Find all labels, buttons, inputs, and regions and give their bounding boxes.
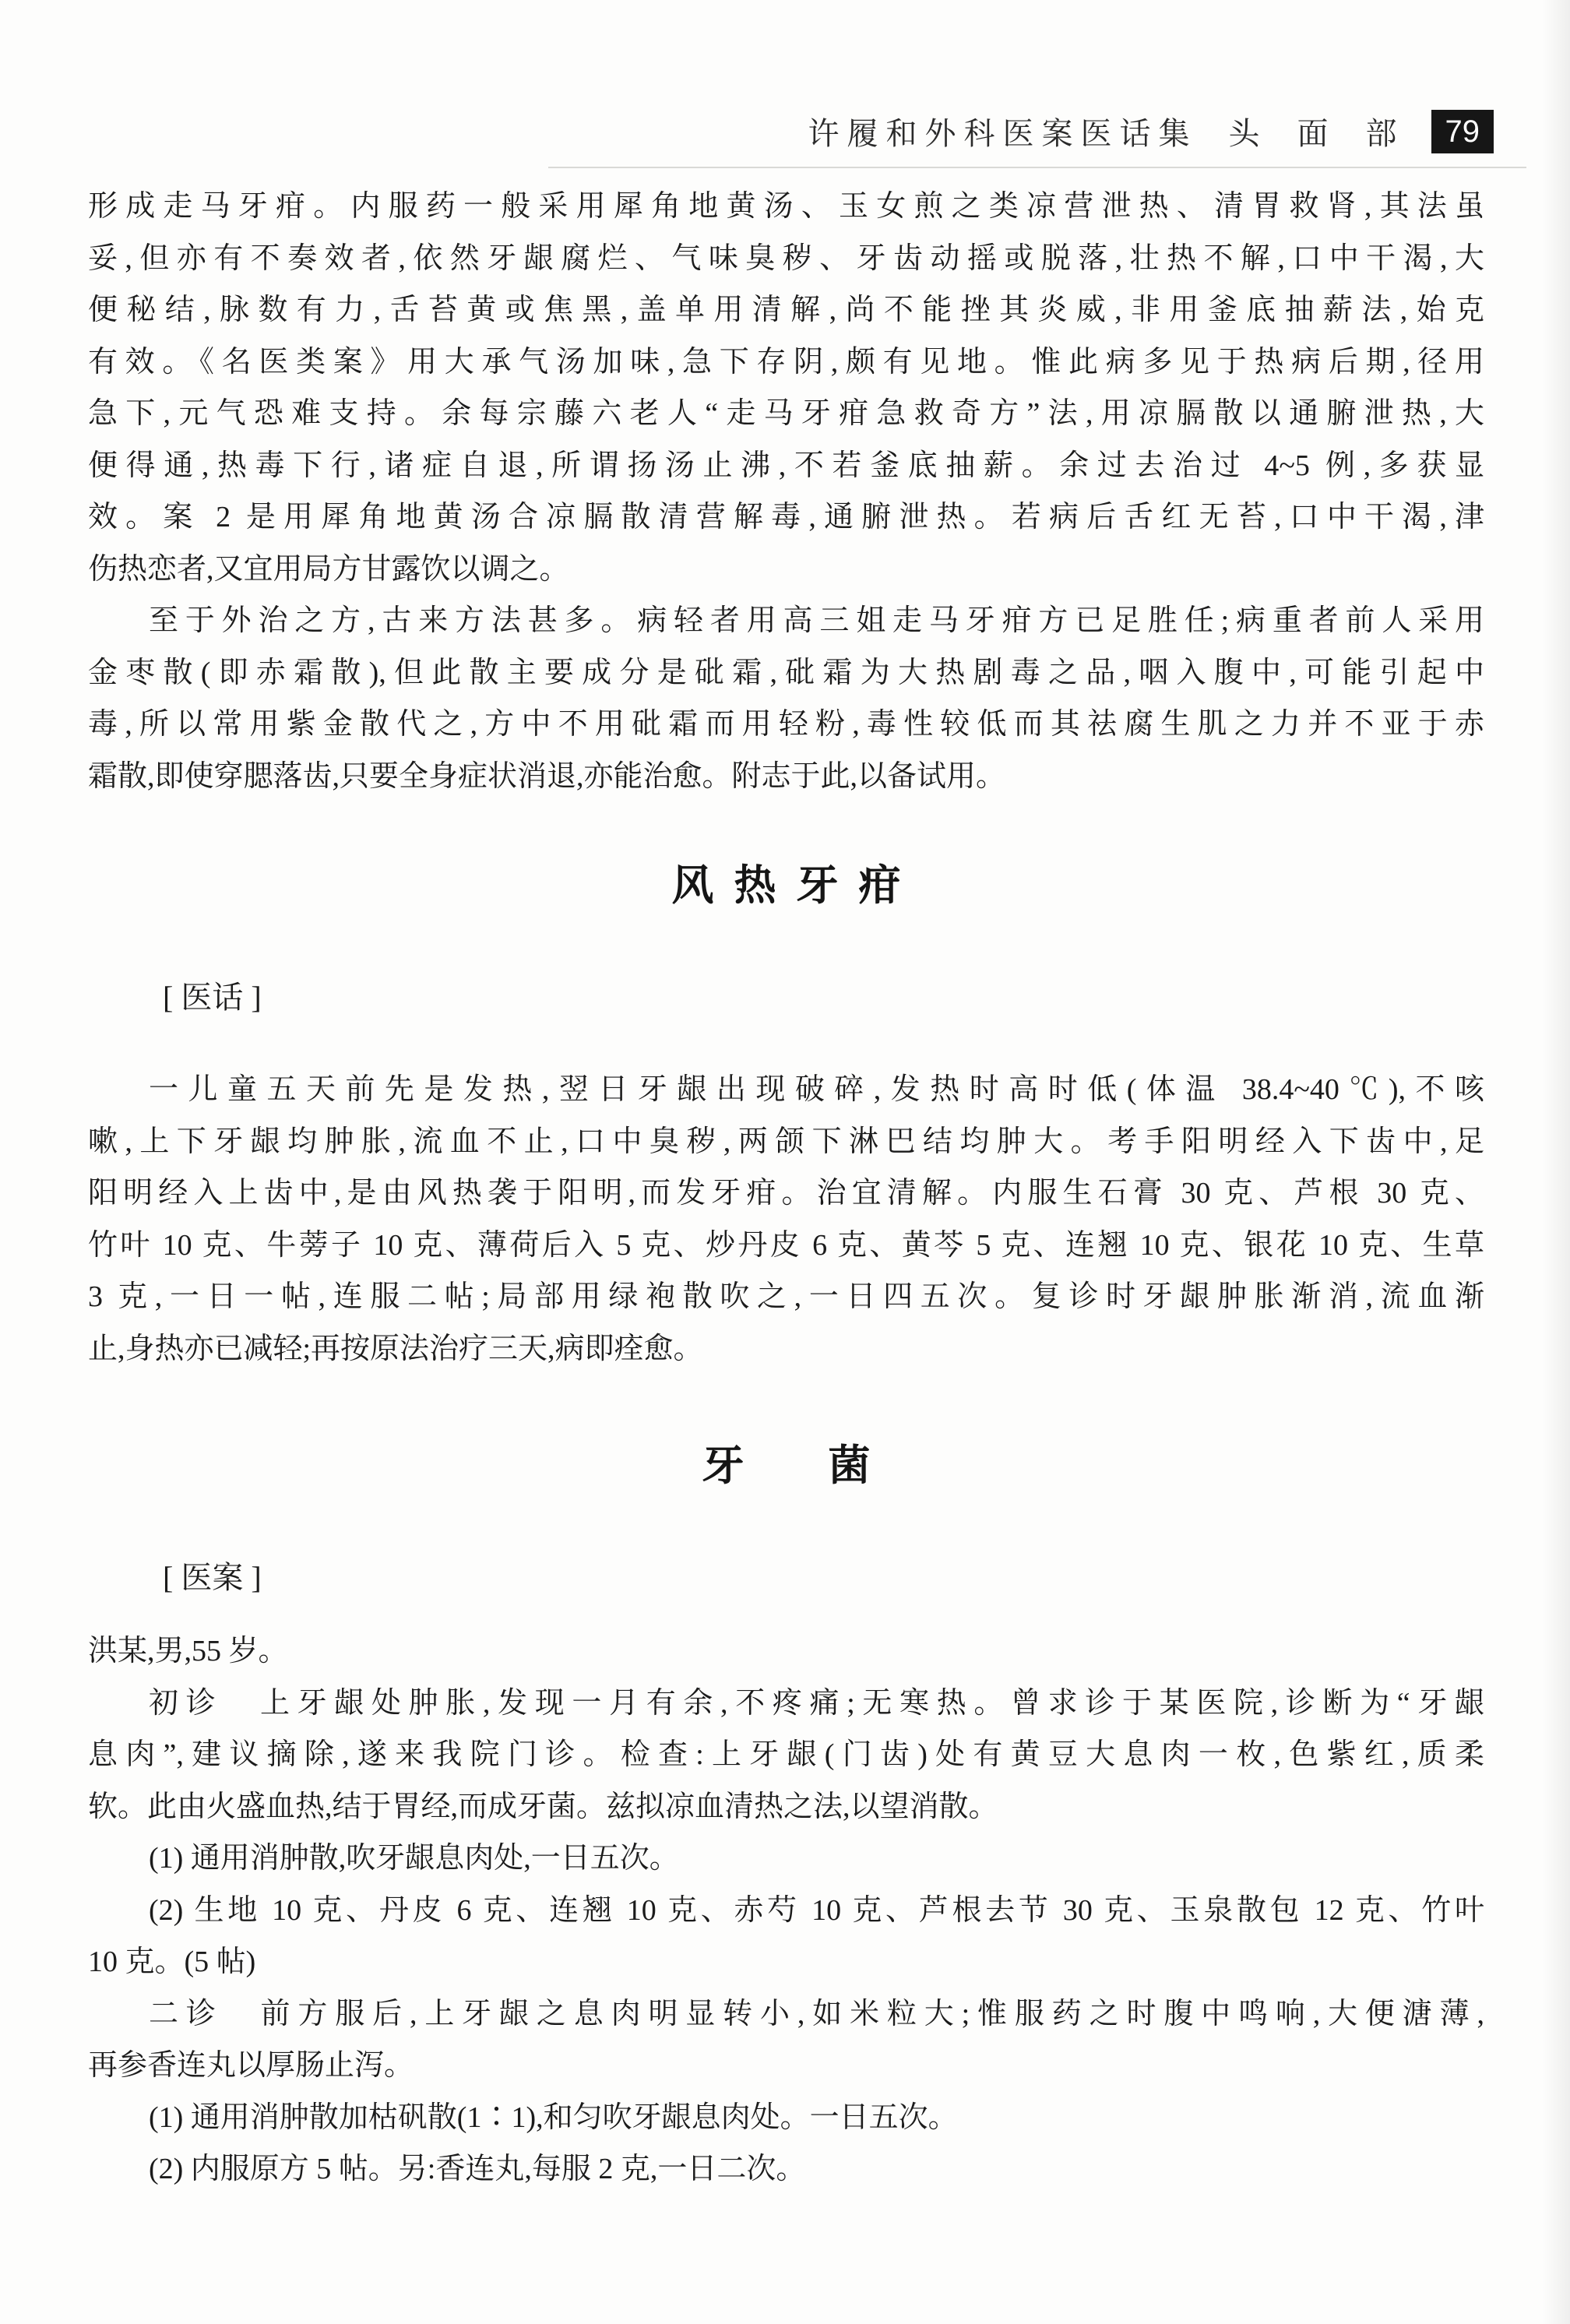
text-line: 有效。《名医类案》用大承气汤加味,急下存阴,颇有见地。惟此病多见于热病后期,径用 bbox=[88, 345, 1484, 379]
text-line: 初诊 上牙龈处肿胀,发现一月有余,不疼痛;无寒热。曾求诊于某医院,诊断为“牙龈 bbox=[149, 1686, 1484, 1720]
text-line: 止,身热亦已减轻;再按原法治疗三天,病即痊愈。 bbox=[88, 1332, 703, 1365]
prescription-line: (2) 内服原方 5 帖。另:香连丸,每服 2 克,一日二次。 bbox=[149, 2153, 806, 2185]
text-line: 便秘结,脉数有力,舌苔黄或焦黑,盖单用清解,尚不能挫其炎威,非用釜底抽薪法,始克 bbox=[88, 294, 1484, 326]
text-line: 息肉”,建议摘除,遂来我院门诊。检查:上牙龈(门齿)处有黄豆大息肉一枚,色紫红,质柔 bbox=[88, 1738, 1484, 1771]
text-line: 一儿童五天前先是发热,翌日牙龈出现破碎,发热时高时低(体温 38.4~40℃),不咳 bbox=[149, 1073, 1484, 1106]
prescription-line: (1) 通用消肿散,吹牙龈息肉处,一日五次。 bbox=[149, 1842, 679, 1875]
subsection-label-yihua: [ 医话 ] bbox=[163, 980, 262, 1015]
text-line: 二诊 前方服后,上牙龈之息肉明显转小,如米粒大;惟服药之时腹中鸣响,大便溏薄, bbox=[149, 1997, 1484, 2030]
text-line: 金枣散(即赤霜散),但此散主要成分是砒霜,砒霜为大热剧毒之品,咽入腹中,可能引起中 bbox=[88, 656, 1484, 689]
prescription-line: (2) 生地 10 克、丹皮 6 克、连翘 10 克、赤芍 10 克、芦根去节 30 克、玉泉散包 12 克、竹叶 bbox=[149, 1893, 1484, 1927]
page-body bbox=[88, 181, 1484, 2195]
text-line: 便得通,热毒下行,诸症自退,所谓扬汤止沸,不若釜底抽薪。余过去治过 4~5 例,多获显 bbox=[88, 449, 1484, 482]
text-line: 3 克,一日一帖,连服二帖;局部用绿袍散吹之,一日四五次。复诊时牙龈肿胀渐消,流血渐 bbox=[88, 1280, 1484, 1313]
prescription-line: 10 克。(5 帖) bbox=[88, 1945, 256, 1978]
subsection-label-yian: [ 医案 ] bbox=[163, 1560, 262, 1595]
text-line: 至于外治之方,古来方法甚多。病轻者用高三姐走马牙疳方已足胜任;病重者前人采用 bbox=[149, 604, 1484, 637]
text-line: 嗽,上下牙龈均肿胀,流血不止,口中臭秽,两颌下淋巴结均肿大。考手阳明经入下齿中,足 bbox=[88, 1125, 1484, 1158]
text-line: 软。此由火盛血热,结于胃经,而成牙菌。兹拟凉血清热之法,以望消散。 bbox=[88, 1790, 998, 1823]
running-head-section: 头 面 部 bbox=[1228, 116, 1400, 151]
text-line: 毒,所以常用紫金散代之,方中不用砒霜而用轻粉,毒性较低而其祛腐生肌之力并不亚于赤 bbox=[88, 708, 1484, 741]
running-head-book-title: 许履和外科医案医话集 bbox=[808, 116, 1198, 151]
text-line: 伤热恋者,又宜用局方甘露饮以调之。 bbox=[88, 552, 569, 586]
section-heading-ya-jun: 牙 菌 bbox=[702, 1442, 871, 1489]
text-line: 阳明经入上齿中,是由风热袭于阳明,而发牙疳。治宜清解。内服生石膏 30 克、芦根 30 克、 bbox=[88, 1177, 1484, 1210]
patient-info-line: 洪某,男,55 岁。 bbox=[88, 1635, 288, 1667]
running-head bbox=[87, 109, 1494, 153]
text-line: 霜散,即使穿腮落齿,只要全身症状消退,亦能治愈。附志于此,以备试用。 bbox=[88, 759, 1006, 793]
text-line: 再参香连丸以厚肠止泻。 bbox=[88, 2049, 414, 2082]
page-number-badge: 79 bbox=[1431, 110, 1494, 153]
section-heading-fengre-yagan: 风热牙疳 bbox=[671, 862, 921, 909]
text-line: 效。案 2 是用犀角地黄汤合凉膈散清营解毒,通腑泄热。若病后舌红无苔,口中干渴,津 bbox=[88, 501, 1484, 533]
header-divider bbox=[548, 167, 1526, 168]
text-line: 妥,但亦有不奏效者,依然牙龈腐烂、气味臭秽、牙齿动摇或脱落,壮热不解,口中干渴,大 bbox=[88, 241, 1484, 275]
text-line: 形成走马牙疳。内服药一般采用犀角地黄汤、玉女煎之类凉营泄热、清胃救肾,其法虽 bbox=[88, 190, 1484, 223]
text-line: 急下,元气恐难支持。余每宗藤六老人“走马牙疳急救奇方”法,用凉膈散以通腑泄热,大 bbox=[88, 397, 1484, 430]
prescription-line: (1) 通用消肿散加枯矾散(1∶1),和匀吹牙龈息肉处。一日五次。 bbox=[149, 2100, 958, 2134]
text-line: 竹叶 10 克、牛蒡子 10 克、薄荷后入 5 克、炒丹皮 6 克、黄芩 5 克、连翘 10 克、银花 10 克、生草 bbox=[88, 1228, 1484, 1262]
